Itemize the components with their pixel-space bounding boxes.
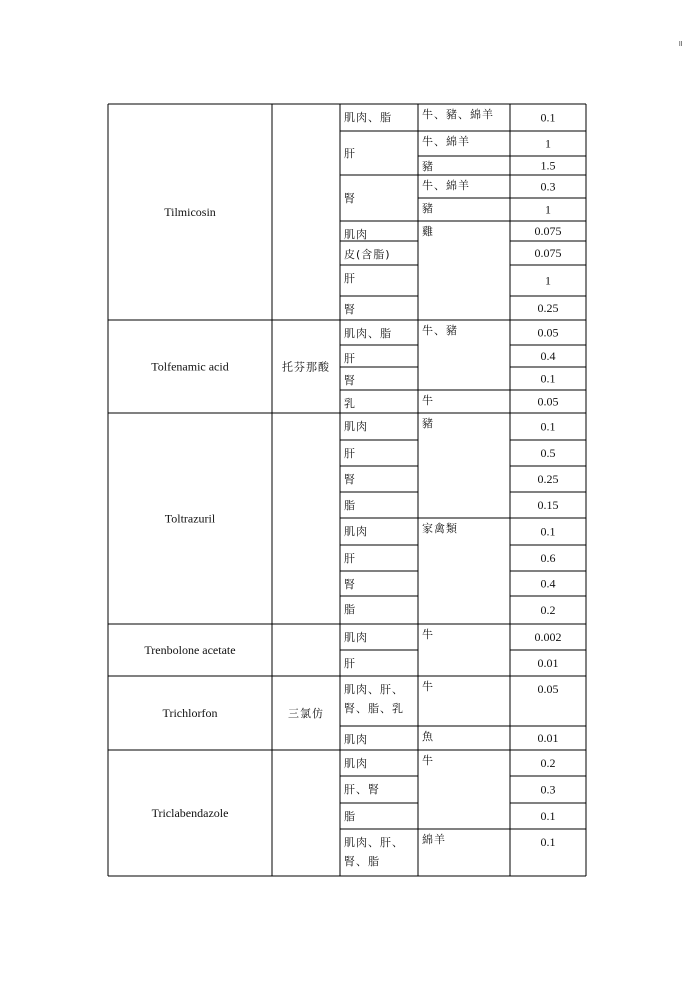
- species-label: 豬: [422, 160, 434, 173]
- tissue-label: 腎: [344, 303, 356, 316]
- page-corner-mark: ll: [679, 41, 683, 48]
- tissue-label: 肌肉、肝、: [344, 836, 404, 849]
- tissue-label: 腎: [344, 374, 356, 387]
- species-label: 牛、綿羊: [422, 135, 470, 148]
- limit-value: 0.25: [537, 472, 559, 486]
- tissue-label: 肌肉、脂: [344, 111, 392, 124]
- tissue-label: 肌肉: [344, 525, 368, 538]
- limit-value: 1: [545, 136, 551, 151]
- drug-name: Toltrazuril: [164, 511, 216, 526]
- species-label: 豬: [422, 417, 434, 430]
- tissue-label: 肌肉: [344, 631, 368, 644]
- species-label: 綿羊: [422, 833, 446, 846]
- limit-value: 0.075: [534, 224, 562, 238]
- limit-value: 0.1: [540, 110, 556, 125]
- tissue-label: 脂: [344, 810, 356, 823]
- limit-value: 0.3: [540, 179, 556, 194]
- species-label: 家禽類: [422, 522, 458, 535]
- limit-value: 0.1: [540, 809, 556, 823]
- limit-value: 1.5: [540, 158, 556, 173]
- limit-value: 0.3: [540, 782, 556, 797]
- species-label: 魚: [422, 730, 434, 743]
- limit-value: 0.1: [540, 419, 556, 434]
- limit-value: 0.1: [540, 835, 556, 849]
- limit-value: 1: [545, 273, 551, 288]
- tissue-label: 肌肉: [344, 420, 368, 433]
- limit-value: 1: [545, 202, 551, 217]
- tissue-label: 肌肉: [344, 757, 368, 770]
- species-label: 牛、綿羊: [422, 179, 470, 192]
- tissue-label: 肝: [344, 272, 356, 285]
- drug-name: Trichlorfon: [162, 706, 218, 720]
- limit-value: 0.01: [537, 731, 559, 745]
- species-label: 牛: [422, 680, 434, 693]
- tissue-label: 肝、腎: [344, 783, 380, 796]
- tissue-label: 腎、脂、乳: [344, 702, 404, 715]
- tissue-label: 腎: [344, 578, 356, 591]
- limit-value: 0.15: [537, 498, 559, 512]
- limit-value: 0.05: [537, 394, 559, 409]
- limit-value: 0.6: [540, 551, 556, 565]
- tissue-label: 腎: [344, 192, 356, 205]
- limit-value: 0.4: [540, 576, 556, 591]
- species-label: 雞: [422, 225, 434, 238]
- limit-value: 0.1: [540, 524, 556, 539]
- limit-value: 0.05: [537, 325, 559, 340]
- tissue-label: 腎、脂: [344, 855, 380, 868]
- limit-value: 0.002: [534, 630, 562, 644]
- limit-value: 0.01: [537, 656, 559, 670]
- tissue-label: 腎: [344, 473, 356, 486]
- limit-value: 0.075: [534, 246, 562, 260]
- tissue-label: 皮(含脂): [344, 248, 391, 261]
- drug-chinese-name: 三氯仿: [288, 707, 324, 720]
- tissue-label: 肌肉: [344, 733, 368, 746]
- species-label: 牛: [422, 754, 434, 767]
- limit-value: 0.4: [540, 349, 556, 363]
- species-label: 牛: [422, 628, 434, 641]
- tissue-label: 肌肉: [344, 228, 368, 241]
- tissue-label: 乳: [344, 397, 356, 410]
- species-label: 豬: [422, 202, 434, 215]
- limit-value: 0.2: [540, 603, 556, 617]
- species-label: 牛: [422, 394, 434, 407]
- drug-chinese-name: 托芬那酸: [282, 360, 330, 374]
- species-label: 牛、豬: [422, 324, 458, 337]
- tissue-label: 肌肉、脂: [344, 327, 392, 340]
- tissue-label: 肝: [344, 147, 356, 160]
- species-label: 牛、豬、綿羊: [422, 108, 494, 121]
- drug-name: Triclabendazole: [151, 806, 229, 820]
- limit-value: 0.25: [537, 301, 559, 315]
- limit-value: 0.05: [537, 682, 559, 696]
- limit-value: 0.5: [540, 446, 556, 460]
- drug-name: Tilmicosin: [164, 205, 216, 219]
- limit-value: 0.2: [540, 756, 556, 770]
- tissue-label: 肝: [344, 352, 356, 365]
- drug-name: Tolfenamic acid: [151, 359, 229, 374]
- tissue-label: 肝: [344, 447, 356, 460]
- tissue-label: 肌肉、肝、: [344, 683, 404, 696]
- tissue-label: 脂: [344, 499, 356, 512]
- limit-value: 0.1: [540, 371, 556, 386]
- tissue-label: 肝: [344, 657, 356, 670]
- tissue-label: 肝: [344, 552, 356, 565]
- drug-name: Trenbolone acetate: [144, 643, 236, 657]
- tissue-label: 脂: [344, 603, 356, 616]
